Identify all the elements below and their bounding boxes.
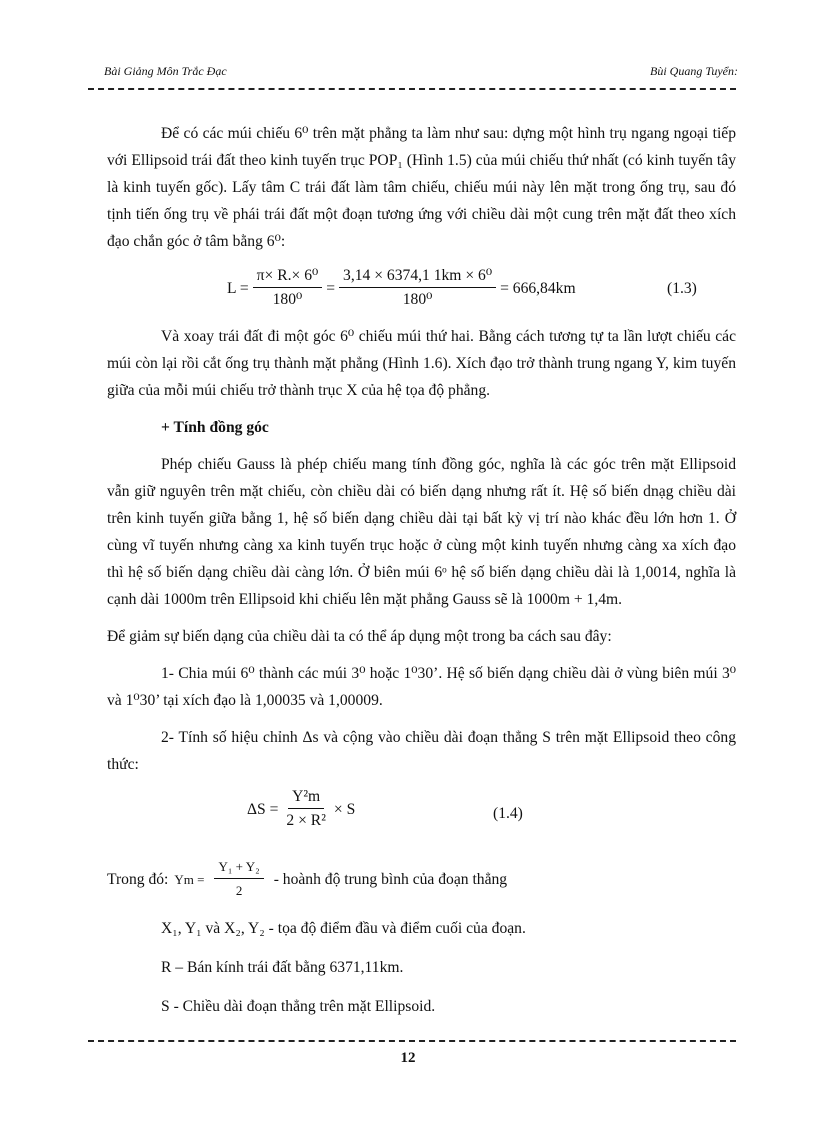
page-body — [107, 120, 736, 1020]
page-header — [92, 64, 738, 86]
section-heading: + Tính đồng góc — [161, 419, 269, 436]
formula-number: (1.3) — [667, 280, 697, 297]
page-number: 12 — [400, 1050, 416, 1066]
footer-divider — [88, 1040, 736, 1042]
formula-1-4: ΔS = $\frac{\text{Y²m}}{\text{2 × R²}}$ × S (1.4) — [107, 784, 736, 848]
paragraph-methods-intro: Để giảm sự biến dạng của chiều dài ta có thể áp dụng một trong ba cách sau đây: — [107, 628, 612, 645]
formula-fraction-1: $\frac{\text{π× R.× 6⁰}}{\text{180⁰}}$ — [253, 265, 323, 312]
header-author: Bùi Quang Tuyển: — [650, 64, 738, 78]
definition-coordinates: X₁, Y₁ và X₂, Y₂ - tọa độ điểm đầu và điểm cuối của đoạn. — [161, 920, 526, 937]
formula-fraction: $\frac{\text{Y²m}}{\text{2 × R²}}$ — [286, 788, 326, 829]
definition-radius: R – Bán kính trái đất bằng 6371,11km. — [161, 959, 404, 976]
formula-result: = 666,84km — [500, 279, 576, 297]
header-course-title: Bài Giảng Môn Trắc Đạc — [104, 64, 227, 78]
formula-lhs: L = — [227, 279, 249, 297]
paragraph-gauss: Phép chiếu Gauss là phép chiếu mang tính đồng góc, nghĩa là các góc trên mặt Ellipsoid vẫn giữ nguyên trên mặt chiếu, còn chiều dài có biến dạng nhưng rất ít. Hệ số biến dnạg chiều dài trên kinh tuyến giữa bằng 1, hệ số biến dạng chiều dài tại bất kỳ vị trí nào khác đều lớn hơn 1. Ở cùng vĩ tuyến nhưng càng xa kinh tuyến trục hoặc ở cùng một kinh tuyến nhưng càng xa xích đạo thì hệ số biến dạng chiều dài càng lớn. Ở biên múi 6ᵒ hệ số biến dạng chiều dài là 1,0014, nghĩa là cạnh dài 1000m trên Ellipsoid khi chiếu lên mặt phẳng Gauss sẽ là 1000m + 1,4m. — [107, 456, 736, 608]
paragraph-method-2: 2- Tính số hiệu chỉnh Δs và cộng vào chiều dài đoạn thẳng S trên mặt Ellipsoid theo công thức: — [107, 729, 736, 773]
formula-number: (1.4) — [493, 805, 523, 822]
paragraph-projection-intro: Để có các múi chiếu 6⁰ trên mặt phẳng ta làm như sau: dựng một hình trụ ngang ngoại tiếp với Ellipsoid trái đất theo kinh tuyến trục POP₁ (Hình 1.5) của múi chiếu thứ nhất (có kinh tuyến tây là kinh tuyến gốc). Lấy tâm C trái đất làm tâm chiếu, chiếu múi này lên mặt trong ống trụ, sau đó tịnh tiến ống trụ về phái trái đất một đoạn tương ứng với chiều dài một cung trên mặt đất theo xích đạo chắn góc ở tâm bằng 6⁰: — [107, 125, 736, 250]
formula-1-3: L = $\frac{\text{π× R.× 6⁰}}{\text{180⁰}}$ = $\frac{\text{3,14 × 6374,1 1km × 6⁰}}{\text{180⁰}}$ = 666,84km (1.3) — [107, 259, 736, 319]
paragraph-rotation: Và xoay trái đất đi một góc 6⁰ chiếu múi thứ hai. Bằng cách tương tự ta lần lượt chiếu các múi còn lại rồi cắt ống trụ thành mặt phẳng (Hình 1.6). Xích đạo trở thành trung ngang Y, kim tuyến giữa của mỗi múi chiếu trở thành trục X của hệ tọa độ phẳng. — [107, 328, 736, 399]
definition-length: S - Chiều dài đoạn thẳng trên mặt Ellipsoid. — [161, 998, 436, 1015]
paragraph-method-1: 1- Chia múi 6⁰ thành các múi 3⁰ hoặc 1⁰30’. Hệ số biến dạng chiều dài ở vùng biên múi 3⁰ và 1⁰30’ tại xích đạo là 1,00035 và 1,00009. — [107, 665, 736, 709]
variable-definition: Trong đó: Ym = $\frac{\text{Y₁ + Y₂}}{2}$ - hoành độ trung bình của đoạn thẳng — [107, 856, 736, 903]
header-divider — [88, 88, 736, 94]
formula-fraction-2: $\frac{\text{3,14 × 6374,1 1km × 6⁰}}{\text{180⁰}}$ — [339, 265, 496, 312]
